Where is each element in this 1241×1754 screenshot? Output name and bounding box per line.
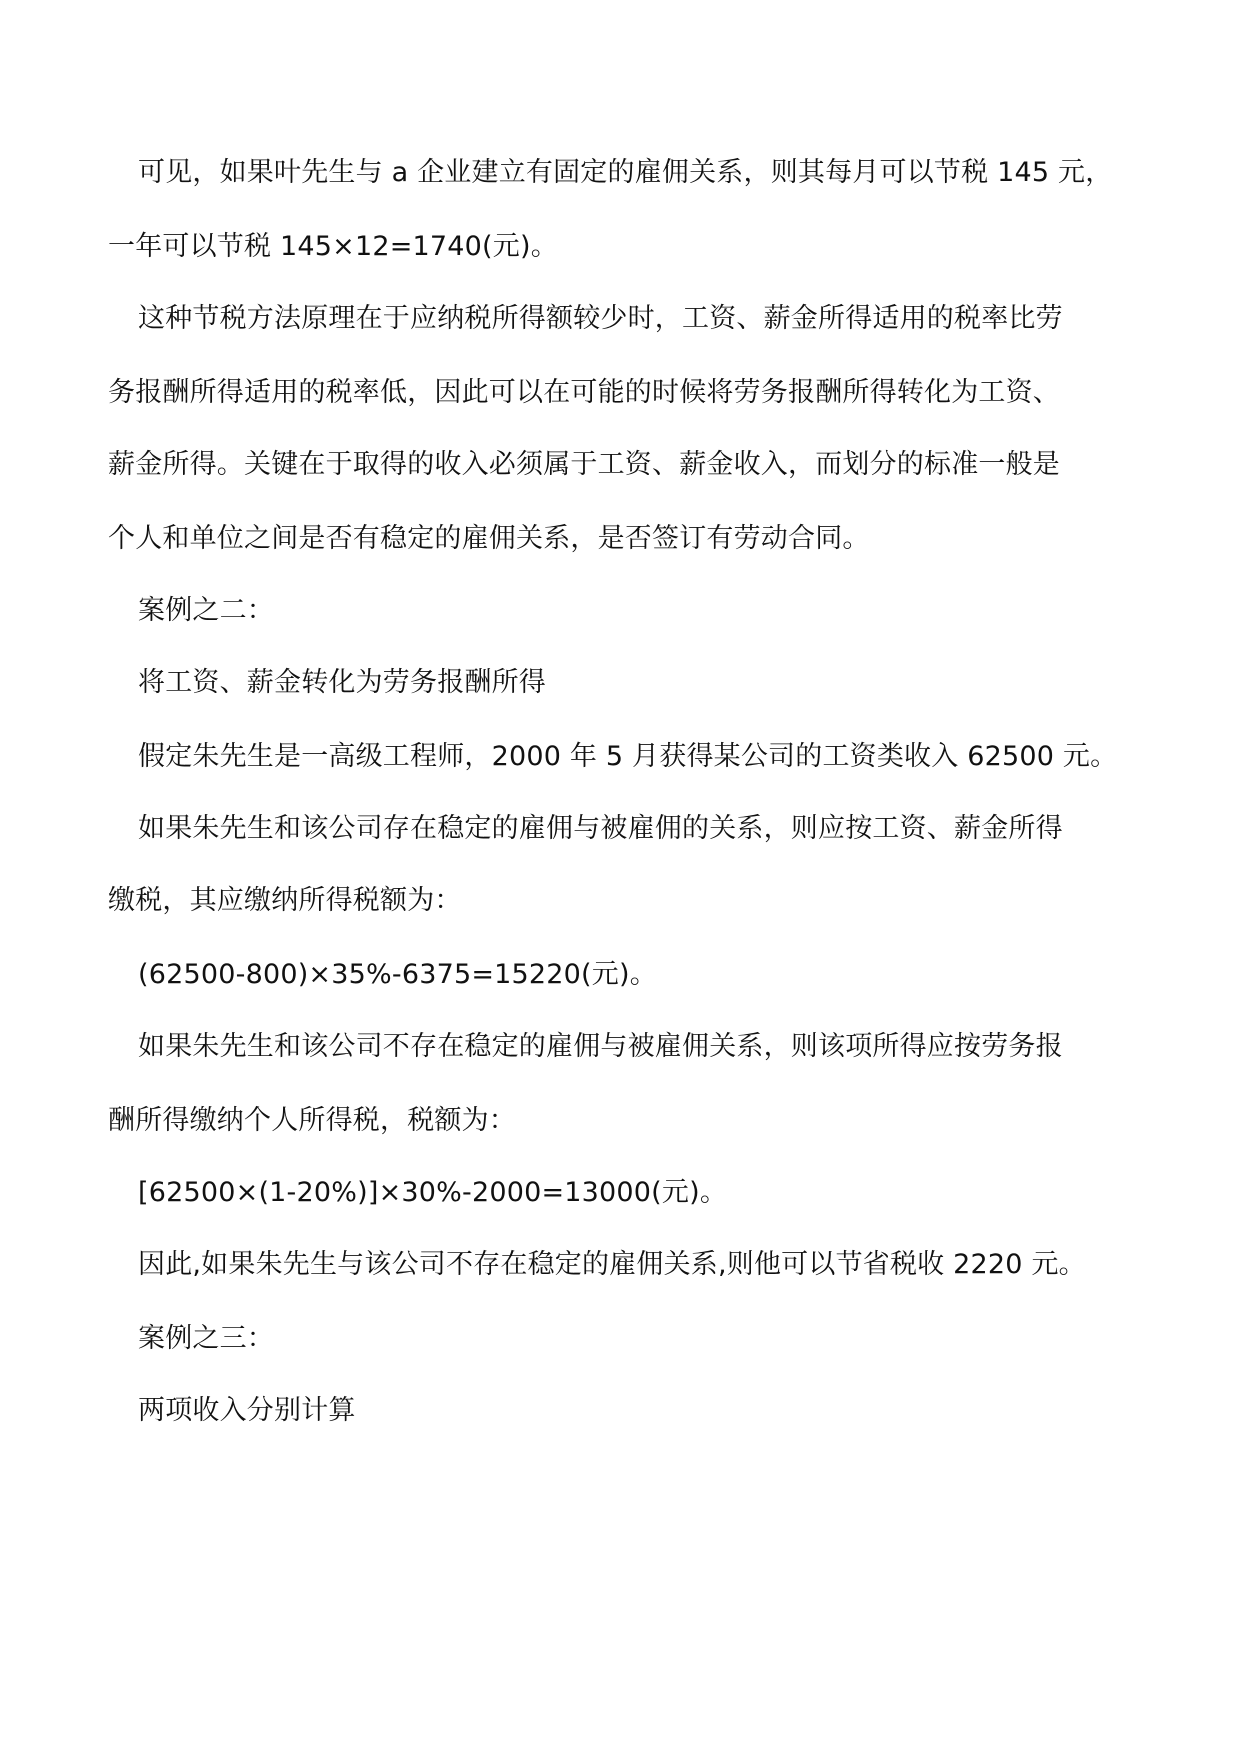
paragraph-line: 可见，如果叶先生与 a 企业建立有固定的雇佣关系，则其每月可以节税 145 元， xyxy=(138,157,1113,188)
paragraph-line: 假定朱先生是一高级工程师，2000 年 5 月获得某公司的工资类收入 62500 元。 xyxy=(138,741,1118,772)
formula-line: (62500-800)×35%-6375=15220(元)。 xyxy=(138,959,657,990)
paragraph-line: 这种节税方法原理在于应纳税所得额较少时，工资、薪金所得适用的税率比劳 xyxy=(138,303,1063,334)
paragraph-line: 因此,如果朱先生与该公司不存在稳定的雇佣关系,则他可以节省税收 2220 元。 xyxy=(138,1249,1086,1280)
section-subtitle: 两项收入分别计算 xyxy=(138,1395,356,1426)
section-subtitle: 将工资、薪金转化为劳务报酬所得 xyxy=(138,667,546,698)
paragraph-line: 个人和单位之间是否有稳定的雇佣关系，是否签订有劳动合同。 xyxy=(108,523,870,554)
paragraph-line: 如果朱先生和该公司不存在稳定的雇佣与被雇佣关系，则该项所得应按劳务报 xyxy=(138,1031,1063,1062)
paragraph-line: 薪金所得。关键在于取得的收入必须属于工资、薪金收入，而划分的标准一般是 xyxy=(108,449,1060,480)
paragraph-line: 缴税，其应缴纳所得税额为： xyxy=(108,885,462,916)
section-heading: 案例之三： xyxy=(138,1323,274,1354)
formula-line: [62500×(1-20%)]×30%-2000=13000(元)。 xyxy=(138,1177,728,1208)
section-heading: 案例之二： xyxy=(138,595,274,626)
paragraph-line: 务报酬所得适用的税率低，因此可以在可能的时候将劳务报酬所得转化为工资、 xyxy=(108,377,1060,408)
paragraph-line: 如果朱先生和该公司存在稳定的雇佣与被雇佣的关系，则应按工资、薪金所得 xyxy=(138,813,1063,844)
paragraph-line: 一年可以节税 145×12=1740(元)。 xyxy=(108,231,558,262)
paragraph-line: 酬所得缴纳个人所得税，税额为： xyxy=(108,1105,516,1136)
